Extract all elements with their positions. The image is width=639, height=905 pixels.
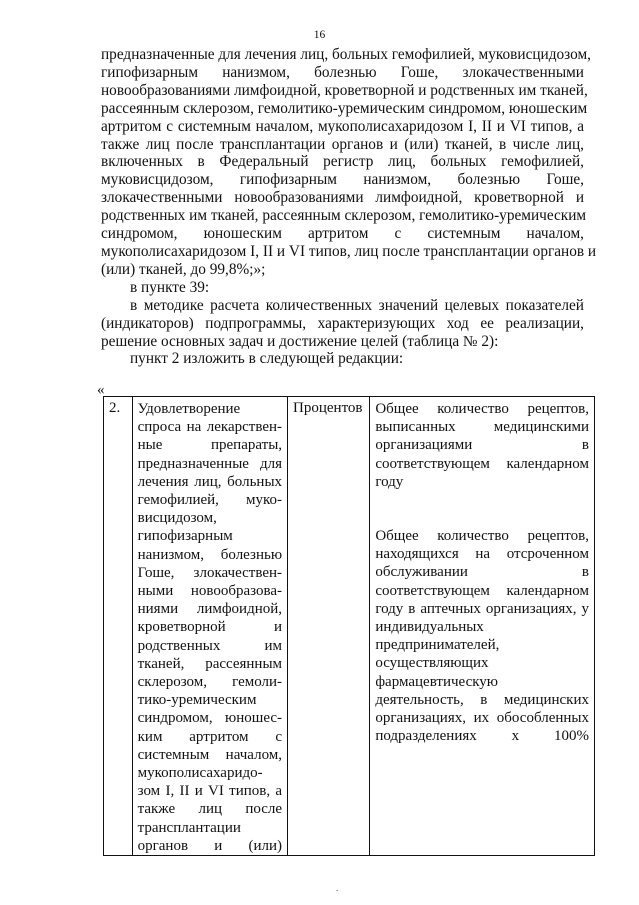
cell-text-line: ким артритом с <box>137 728 283 745</box>
cell-text-line: мукополисахаридо- <box>137 765 263 782</box>
cell-text-line: Удовлетворение <box>137 401 241 417</box>
cell-text-line: соответствующем календарном <box>375 582 589 599</box>
text-line: родственных им тканей, рассеянным склерозом, гемолитико-уремическим <box>101 207 587 225</box>
edit-instruction: пункт 2 изложить в следующей редакции: <box>130 350 404 368</box>
cell-text-line: кроветворной и <box>137 619 283 636</box>
text-line: (или) тканей, до 99,8%;»; <box>101 260 266 278</box>
cell-text-line: находящихся на отсроченном <box>375 546 589 563</box>
opening-quote: « <box>97 382 105 398</box>
cell-text-line: системным началом, <box>137 746 283 763</box>
cell-text-line: Общее количество рецептов, <box>375 401 589 417</box>
indicator-table <box>103 396 595 856</box>
text-line: злокачественными новообразованиями лимфоидной, кроветворной и <box>101 189 584 207</box>
text-line: артритом с системным началом, мукополисахаридозом I, II и VI типов, а <box>101 117 584 135</box>
cell-text-line: фармацевтическую <box>375 673 499 690</box>
cell-text-line: тканей, рассеянным <box>137 655 283 672</box>
calculation-formula <box>370 397 595 856</box>
cell-text-line: предназначенные для <box>137 455 283 472</box>
text-line: в методике расчета количественных значений целевых показателей <box>130 296 584 314</box>
cell-text-line: склерозом, гемоли- <box>137 674 283 691</box>
formula-denominator <box>375 527 589 745</box>
cell-text-line: индивидуальных <box>375 619 484 636</box>
cell-text-line: осуществляющих <box>375 655 489 672</box>
table-row <box>104 397 595 856</box>
cell-text-line: ниями лимфоидной, <box>137 601 283 618</box>
cell-text-line: соответствующем календарном <box>375 455 589 472</box>
text-line: рассеянным склерозом, гемолитико-уремическим синдромом, юношеским <box>101 99 588 117</box>
scan-mark: . <box>336 883 339 893</box>
paragraph-continuation <box>101 46 597 279</box>
cell-text-line: гемофилией, муко- <box>137 492 283 509</box>
text-line: гипофизарным нанизмом, болезнью Гоше, злокачественными <box>101 63 584 81</box>
cell-text-line: ные препараты, <box>137 437 283 454</box>
cell-text-line: предпринимателей, <box>375 637 500 654</box>
indicator-description <box>132 397 287 856</box>
text-line: предназначенные для лечения лиц, больных гемофилией, муковисцидозом, <box>101 46 591 63</box>
cell-text-line: органов и (или) <box>137 837 283 854</box>
text-line: включенных в Федеральный регистр лиц, больных гемофилией, <box>101 153 584 171</box>
cell-text-line: подразделениях x 100% <box>375 728 589 745</box>
text-line: синдромом, юношеским артритом с системным началом, <box>101 225 584 243</box>
text-line: муковисцидозом, гипофизарным нанизмом, болезнью Гоше, <box>101 171 584 189</box>
page-number: 16 <box>313 29 326 41</box>
cell-text-line: организациями в <box>375 437 589 454</box>
cell-text-line: выписанных медицинскими <box>375 419 589 436</box>
row-number: 2. <box>104 397 133 856</box>
cell-text-line: также лиц после <box>137 801 283 818</box>
text-line: также лиц после трансплантации органов и (или) тканей, в числе лиц, <box>101 135 584 153</box>
cell-text-line: организациях, их обособленных <box>375 710 589 727</box>
item-39-heading: в пункте 39: <box>130 278 210 296</box>
methodology-paragraph <box>101 297 584 351</box>
cell-text-line: тико-уремическим <box>137 692 257 709</box>
cell-text-line: гипофизарным <box>137 528 233 545</box>
cell-text-line: ными новообразова- <box>137 583 283 600</box>
cell-text-line: Гоше, злокачествен- <box>137 564 283 581</box>
cell-text-line: родственных им <box>137 637 283 654</box>
formula-numerator <box>375 400 589 491</box>
cell-text-line: синдромом, юношес- <box>137 710 283 727</box>
text-line: (индикаторов) подпрограммы, характеризующих ход ее реализации, <box>101 314 584 332</box>
document-body <box>101 46 597 368</box>
unit-of-measure: Процентов <box>288 397 370 856</box>
cell-text-line: нанизмом, болезнью <box>137 546 283 563</box>
cell-text-line: году <box>375 473 404 490</box>
cell-text-line: спроса на лекарствен- <box>137 419 283 436</box>
cell-text-line: висцидозом, <box>137 510 217 527</box>
cell-text-line: году в аптечных организациях, у <box>375 600 589 617</box>
cell-text-line: Общее количество рецептов, <box>375 528 589 545</box>
cell-text-line: обслуживании в <box>375 564 589 581</box>
cell-text-line: трансплантации <box>137 819 241 836</box>
text-line: новообразованиями лимфоидной, кроветворной и родственных им тканей, <box>101 81 588 99</box>
text-line: мукополисахаридозом I, II и VI типов, лиц после трансплантации органов и <box>101 242 597 260</box>
cell-text-line: деятельность, в медицинских <box>375 691 589 708</box>
text-line: решение основных задач и достижение целей (таблица № 2): <box>101 332 499 350</box>
cell-text-line: лечения лиц, больных <box>137 473 283 490</box>
cell-text-line: зом I, II и VI типов, а <box>137 783 283 800</box>
